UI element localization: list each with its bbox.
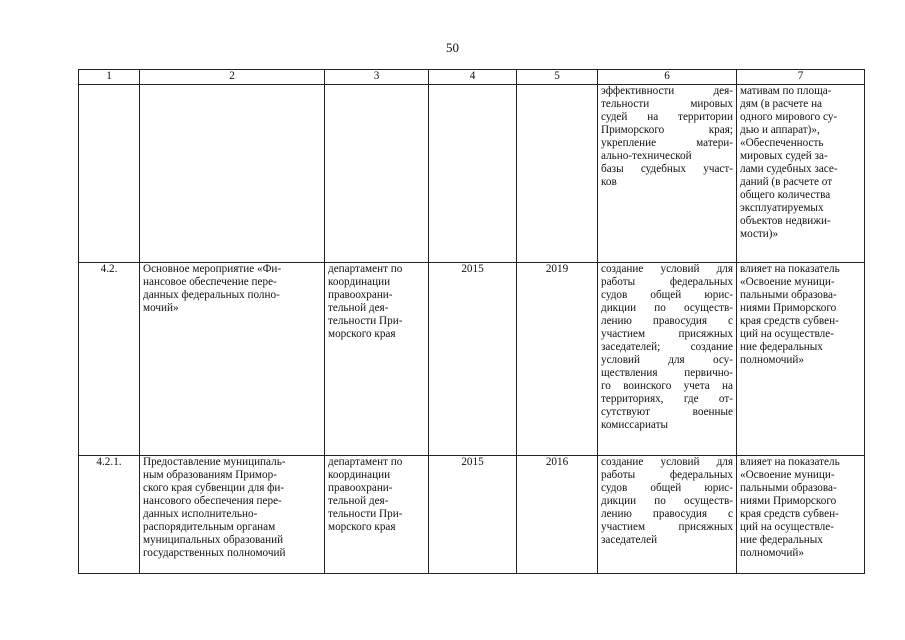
cell-line: ние федеральных [740,534,823,546]
cell-line: одного мирового су- [740,111,838,123]
cell-line: базы судебных участ- [601,163,733,175]
cell-col-3 [325,456,429,574]
cell-line: мости)» [740,228,779,240]
cell-line: тельной дея- [328,495,389,507]
col-header-4: 4 [429,70,517,85]
cell-line: работы федеральных [601,276,733,288]
cell-line: пальными образова- [740,482,837,494]
cell-line: департамент по [328,456,403,468]
table-row [79,85,865,263]
cell-line: муниципальных образований [143,534,284,546]
cell-line: полномочий» [740,547,804,559]
cell-col-4 [429,85,517,263]
cell-line: работы федеральных [601,469,733,481]
col-header-7: 7 [737,70,865,85]
cell-line: объектов недвижи- [740,215,831,227]
cell-line: эффективности дея- [601,85,733,97]
cell-line: лению правосудия с [601,508,733,520]
cell-line: создание условий для [601,263,733,275]
cell-line: пальными образова- [740,289,837,301]
cell-line: общего количества [740,189,831,201]
cell-line: мировых судей за- [740,150,828,162]
cell-col-6 [598,456,737,574]
cell-line: координации [328,276,391,288]
cell-line: ным образованиям Примор- [143,469,277,481]
cell-line: ций на осуществле- [740,521,834,533]
cell-line: судов общей юрис- [601,482,733,494]
cell-line: территориях, где от- [601,393,733,405]
cell-line: лами судебных засе- [740,163,838,175]
cell-line: тельности При- [328,315,403,327]
cell-line: заседателей [601,534,658,546]
cell-line: го воинского учета на [601,380,733,392]
cell-line: правоохрани- [328,482,393,494]
cell-line: ществления первично- [601,367,733,379]
cell-line: ков [601,176,617,188]
cell-line: дью и аппарат)», [740,124,820,136]
cell-line: тельности мировых [601,98,733,110]
cell-col-4: 2015 [429,456,517,574]
cell-line: данных федеральных полно- [143,289,280,301]
cell-line: нансовое обеспечение пере- [143,276,277,288]
cell-line: влияет на показатель [740,263,840,275]
cell-col-7 [737,85,865,263]
cell-line: укрепление матери- [601,137,733,149]
cell-line: ского края субвенции для фи- [143,482,285,494]
header-row [79,70,865,85]
cell-line: дям (в расчете на [740,98,823,110]
cell-line: края средств субвен- [740,315,839,327]
col-header-2: 2 [140,70,325,85]
cell-col-7 [737,456,865,574]
cell-line: 4.2. [100,263,118,275]
cell-line: комиссариаты [601,419,669,431]
cell-line: края средств субвен- [740,508,839,520]
program-table [78,69,865,574]
cell-col-2 [140,263,325,456]
cell-line: лению правосудия с [601,315,733,327]
cell-line: даний (в расчете от [740,176,833,188]
cell-col-3 [325,85,429,263]
cell-col-4: 2015 [429,263,517,456]
cell-col-3 [325,263,429,456]
cell-col-1 [79,85,140,263]
cell-line: ально-технической [601,150,692,162]
cell-line: распорядительным органам [143,521,276,533]
cell-col-5 [517,85,598,263]
cell-line: «Обеспеченность [740,137,824,149]
cell-line: Приморского края; [601,124,733,136]
cell-line: тельности При- [328,508,403,520]
table-row [79,456,865,574]
cell-line: влияет на показатель [740,456,840,468]
cell-line: государственных полномочий [143,547,286,559]
cell-line: 4.2.1. [96,456,122,468]
cell-col-2 [140,456,325,574]
cell-col-1 [79,263,140,456]
cell-line: мочий» [143,302,179,314]
cell-line: заседателей; создание [601,341,733,353]
cell-line: участием присяжных [601,328,733,340]
cell-line: морского края [328,521,396,533]
cell-line: судей на территории [601,111,733,123]
cell-line: создание условий для [601,456,733,468]
col-header-3: 3 [325,70,429,85]
cell-line: полномочий» [740,354,804,366]
cell-line: нансового обеспечения пере- [143,495,282,507]
cell-line: ние федеральных [740,341,823,353]
cell-col-6 [598,85,737,263]
cell-line: дикции по осуществ- [601,495,733,507]
cell-line: правоохрани- [328,289,393,301]
cell-col-1 [79,456,140,574]
cell-line: мативам по площа- [740,85,832,97]
cell-col-2 [140,85,325,263]
cell-line: тельной дея- [328,302,389,314]
cell-line: «Освоение муници- [740,469,835,481]
cell-line: ниями Приморского [740,495,837,507]
col-header-5: 5 [517,70,598,85]
cell-line: дикции по осуществ- [601,302,733,314]
cell-line: ниями Приморского [740,302,837,314]
cell-line: морского края [328,328,396,340]
table-row [79,263,865,456]
page-number: 50 [446,40,459,55]
cell-col-7 [737,263,865,456]
cell-line: данных исполнительно- [143,508,258,520]
cell-line: Основное мероприятие «Фи- [143,263,282,275]
cell-line: участием присяжных [601,521,733,533]
cell-line: судов общей юрис- [601,289,733,301]
cell-line: эксплуатируемых [740,202,824,214]
cell-col-5: 2016 [517,456,598,574]
cell-line: условий для осу- [601,354,733,366]
cell-col-6 [598,263,737,456]
cell-line: сутствуют военные [601,406,733,418]
cell-line: координации [328,469,391,481]
cell-line: ций на осуществле- [740,328,834,340]
col-header-1: 1 [79,70,140,85]
col-header-6: 6 [598,70,737,85]
cell-line: департамент по [328,263,403,275]
cell-col-5: 2019 [517,263,598,456]
cell-line: Предоставление муниципаль- [143,456,286,468]
cell-line: «Освоение муници- [740,276,835,288]
